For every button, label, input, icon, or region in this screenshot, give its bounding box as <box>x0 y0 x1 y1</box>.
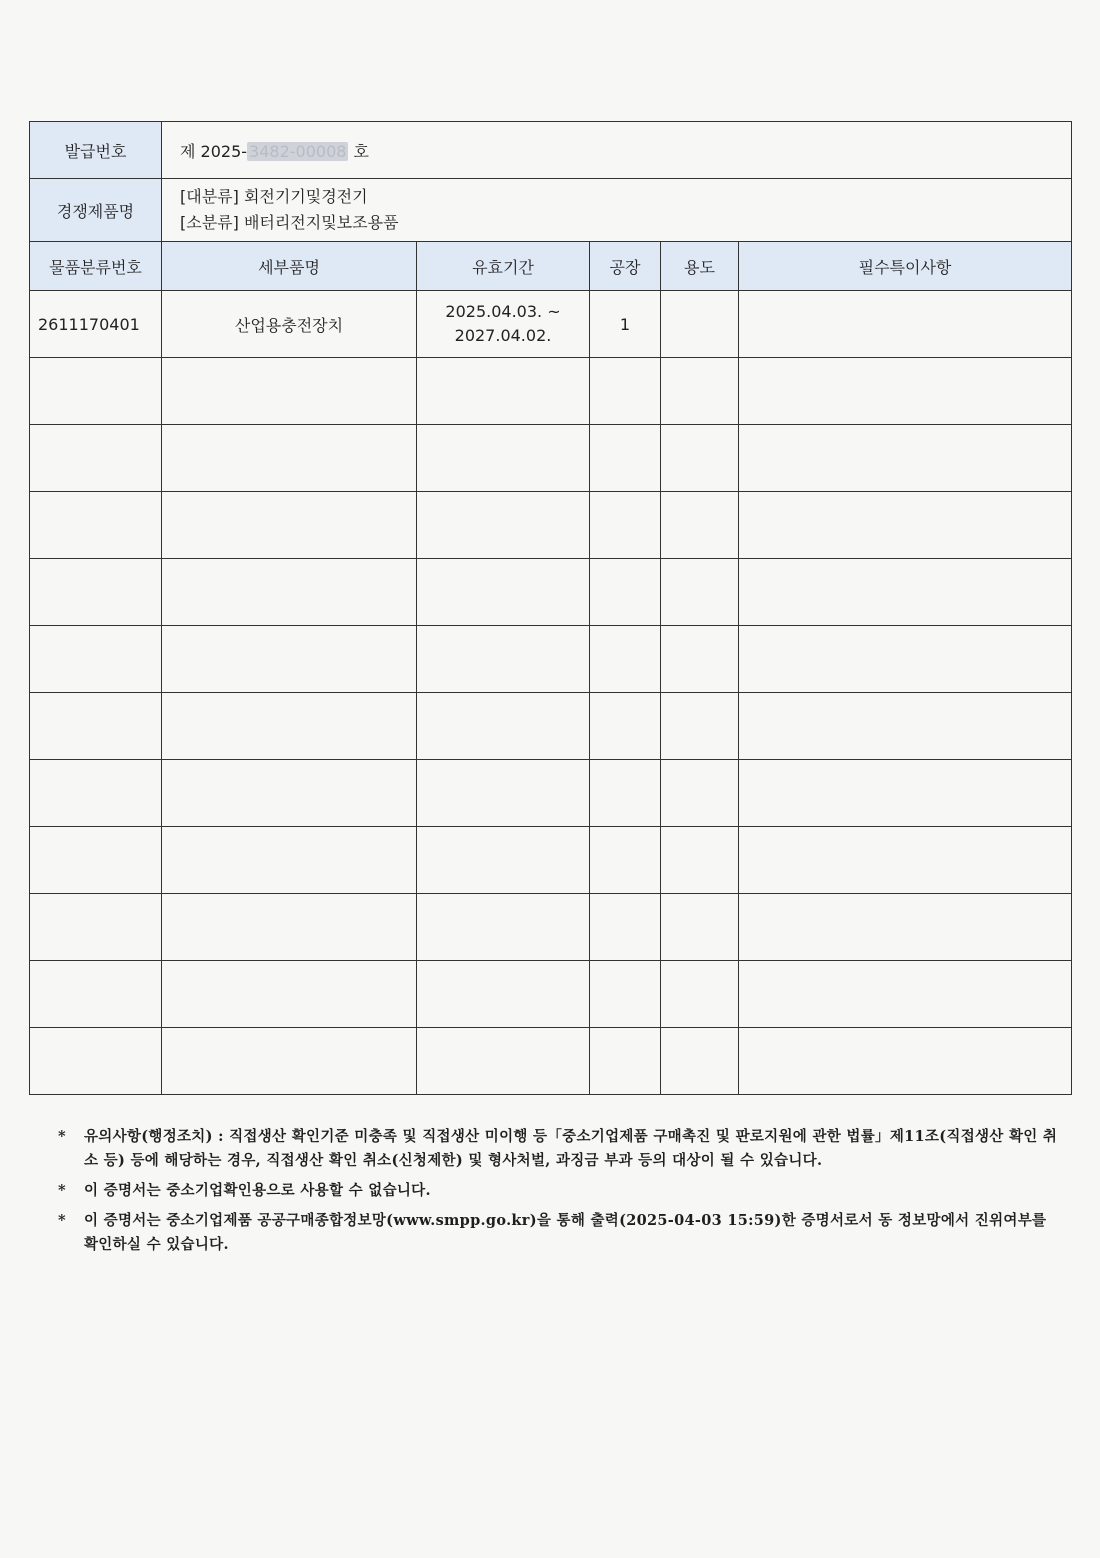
empty-cell <box>417 358 590 425</box>
empty-cell <box>739 760 1072 827</box>
bullet-icon: * <box>58 1182 66 1199</box>
empty-table-row <box>30 559 1072 626</box>
empty-cell <box>590 559 661 626</box>
empty-rows <box>30 358 1072 1095</box>
empty-cell <box>661 425 739 492</box>
table-header-row <box>30 242 1072 291</box>
detail-name-cell: 산업용충전장치 <box>162 291 417 358</box>
empty-cell <box>661 693 739 760</box>
empty-cell <box>590 961 661 1028</box>
product-categories <box>162 179 1072 242</box>
header-factory: 공장 <box>590 242 661 291</box>
issue-number-value <box>162 122 1072 179</box>
issue-number-redacted: 3482-00008 <box>249 141 347 161</box>
empty-cell <box>590 425 661 492</box>
empty-cell <box>417 693 590 760</box>
empty-cell <box>162 425 417 492</box>
empty-cell <box>661 760 739 827</box>
empty-cell <box>417 559 590 626</box>
issue-number-row <box>30 122 1072 179</box>
notes-section <box>58 1125 1058 1263</box>
empty-cell <box>30 1028 162 1095</box>
empty-cell <box>30 961 162 1028</box>
classification-number-cell: 2611170401 <box>30 291 162 358</box>
empty-cell <box>162 1028 417 1095</box>
note-item <box>58 1179 1058 1203</box>
validity-period-cell <box>417 291 590 358</box>
empty-cell <box>417 425 590 492</box>
empty-cell <box>30 492 162 559</box>
empty-cell <box>661 559 739 626</box>
empty-cell <box>739 358 1072 425</box>
empty-cell <box>590 894 661 961</box>
minor-category: [소분류] 배터리전지및보조용품 <box>180 213 399 232</box>
empty-cell <box>590 492 661 559</box>
empty-table-row <box>30 894 1072 961</box>
empty-table-row <box>30 693 1072 760</box>
header-usage: 용도 <box>661 242 739 291</box>
empty-cell <box>162 693 417 760</box>
empty-cell <box>162 894 417 961</box>
note-text: 이 증명서는 중소기업제품 공공구매종합정보망(www.smpp.go.kr)을 통해 출력(2025-04-03 15:59)한 증명서로서 동 정보망에서 진위여부를 확인하실 수 있습니다. <box>84 1212 1047 1253</box>
empty-cell <box>739 559 1072 626</box>
empty-cell <box>739 827 1072 894</box>
empty-cell <box>739 626 1072 693</box>
empty-cell <box>739 894 1072 961</box>
empty-cell <box>30 559 162 626</box>
bullet-icon: * <box>58 1128 66 1145</box>
empty-cell <box>417 961 590 1028</box>
empty-table-row <box>30 425 1072 492</box>
note-item <box>58 1209 1058 1257</box>
empty-cell <box>30 358 162 425</box>
empty-cell <box>30 425 162 492</box>
header-remarks: 필수특이사항 <box>739 242 1072 291</box>
empty-cell <box>417 492 590 559</box>
empty-cell <box>162 961 417 1028</box>
note-item <box>58 1125 1058 1173</box>
empty-table-row <box>30 1028 1072 1095</box>
usage-cell <box>661 291 739 358</box>
note-text: 이 증명서는 중소기업확인용으로 사용할 수 없습니다. <box>84 1182 431 1199</box>
empty-cell <box>661 626 739 693</box>
issue-prefix: 제 2025- <box>180 141 248 161</box>
empty-table-row <box>30 760 1072 827</box>
empty-cell <box>590 693 661 760</box>
remarks-cell <box>739 291 1072 358</box>
empty-table-row <box>30 626 1072 693</box>
empty-cell <box>590 626 661 693</box>
empty-cell <box>30 827 162 894</box>
empty-cell <box>30 693 162 760</box>
issue-suffix: 호 <box>348 141 369 161</box>
factory-cell: 1 <box>590 291 661 358</box>
product-name-row <box>30 179 1072 242</box>
empty-cell <box>739 425 1072 492</box>
header-validity-period: 유효기간 <box>417 242 590 291</box>
empty-cell <box>417 760 590 827</box>
empty-cell <box>661 492 739 559</box>
empty-cell <box>162 827 417 894</box>
empty-cell <box>661 827 739 894</box>
empty-cell <box>739 693 1072 760</box>
header-detail-name: 세부품명 <box>162 242 417 291</box>
empty-cell <box>590 827 661 894</box>
product-name-label: 경쟁제품명 <box>30 179 162 242</box>
empty-cell <box>739 1028 1072 1095</box>
issue-number-label: 발급번호 <box>30 122 162 179</box>
empty-cell <box>417 827 590 894</box>
empty-cell <box>661 1028 739 1095</box>
table-row <box>30 291 1072 358</box>
bullet-icon: * <box>58 1212 66 1229</box>
empty-cell <box>417 894 590 961</box>
period-start: 2025.04.03. ~ <box>445 302 561 321</box>
empty-cell <box>162 492 417 559</box>
empty-cell <box>661 894 739 961</box>
period-end: 2027.04.02. <box>454 326 552 345</box>
certificate-table <box>29 121 1072 1095</box>
empty-cell <box>30 894 162 961</box>
empty-cell <box>739 492 1072 559</box>
empty-cell <box>417 626 590 693</box>
empty-cell <box>162 626 417 693</box>
empty-cell <box>417 1028 590 1095</box>
empty-cell <box>162 559 417 626</box>
empty-cell <box>30 760 162 827</box>
empty-table-row <box>30 358 1072 425</box>
empty-cell <box>661 961 739 1028</box>
empty-cell <box>590 1028 661 1095</box>
empty-cell <box>30 626 162 693</box>
empty-table-row <box>30 492 1072 559</box>
empty-cell <box>590 358 661 425</box>
header-classification-number: 물품분류번호 <box>30 242 162 291</box>
major-category: [대분류] 회전기기및경전기 <box>180 187 368 206</box>
empty-table-row <box>30 827 1072 894</box>
empty-table-row <box>30 961 1072 1028</box>
empty-cell <box>162 760 417 827</box>
note-text: 유의사항(행정조치) : 직접생산 확인기준 미충족 및 직접생산 미이행 등「중소기업제품 구매촉진 및 판로지원에 관한 법률」제11조(직접생산 확인 취소 등) 등에 해당하는 경우, 직접생산 확인 취소(신청제한) 및 형사처벌, 과징금 부과 등의 대상이 될 수 있습니다. <box>84 1128 1058 1169</box>
empty-cell <box>162 358 417 425</box>
empty-cell <box>661 358 739 425</box>
empty-cell <box>739 961 1072 1028</box>
empty-cell <box>590 760 661 827</box>
